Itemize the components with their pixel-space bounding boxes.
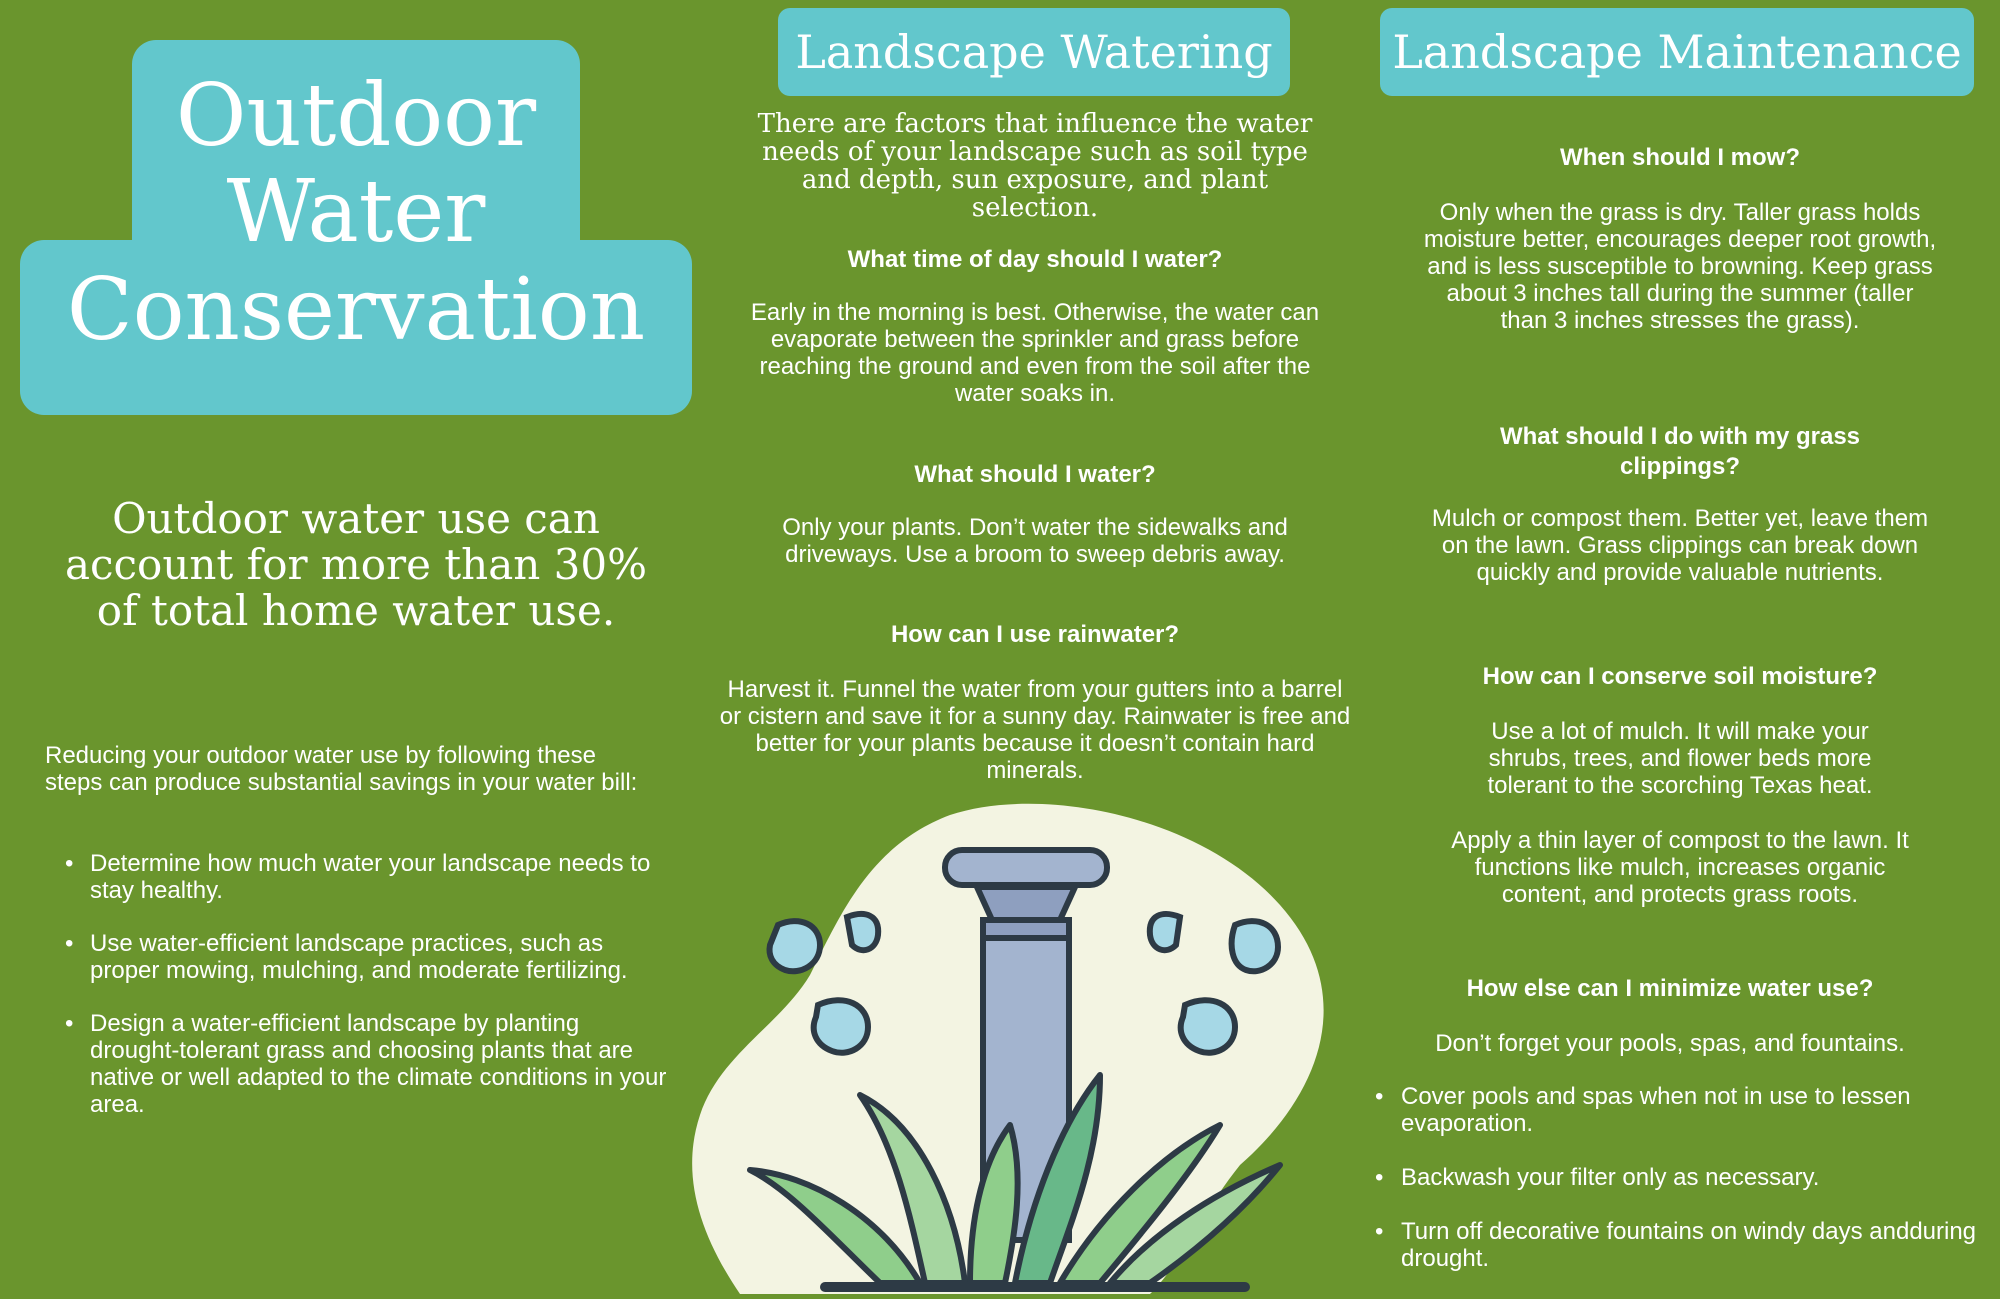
watering-question-3: How can I use rainwater?: [890, 621, 1180, 648]
maintenance-header: [1380, 8, 1974, 96]
list-item: • Design a water-efficient landscape by planting drought-tolerant grass and choosing plants that are native or well adapted to the climate conditions in your area.: [45, 1010, 670, 1118]
maintenance-answer-3b: Apply a thin layer of compost to the lawn. It functions like mulch, increases organic content, and protects grass roots.: [1451, 827, 1909, 908]
pool-tips-list: [1371, 1083, 1986, 1299]
stat-line-1: Outdoor water use can: [112, 494, 600, 543]
watering-heading: Landscape Watering: [795, 25, 1273, 79]
sprinkler-illustration: [680, 795, 1360, 1294]
maintenance-question-2: What should I do with my grass clippings?: [1499, 423, 1861, 480]
list-item: • Cover pools and spas when not in use to lessen evaporation.: [1371, 1083, 1986, 1137]
page-title-line-1: Outdoor: [175, 66, 537, 166]
title-block: [20, 40, 692, 415]
stat-line-2: account for more than 30%: [64, 540, 648, 589]
watering-answer-2: Only your plants. Don’t water the sidewalks and driveways. Use a broom to sweep debris away.: [782, 514, 1288, 568]
stat-line-3: of total home water use.: [96, 586, 616, 635]
watering-header: [778, 8, 1290, 96]
watering-answer-1: Early in the morning is best. Otherwise, the water can evaporate between the sprinkler and grass before reaching the ground and even from the soil after the water soaks in.: [750, 299, 1320, 407]
maintenance-answer-4: Don’t forget your pools, spas, and fountains.: [1435, 1030, 1905, 1057]
list-item: • Determine how much water your landscape needs to stay healthy.: [45, 850, 670, 904]
watering-answer-3: Harvest it. Funnel the water from your gutters into a barrel or cistern and save it for a sunny day. Rainwater is free and better for your plants because it doesn’t contain hard minerals.: [719, 676, 1351, 784]
page-title-line-3: Conservation: [66, 260, 646, 360]
watering-intro: There are factors that influence the water needs of your landscape such as soil type and depth, sun exposure, and plant selection.: [757, 109, 1313, 223]
stat-callout: [20, 496, 692, 634]
maintenance-answer-1: Only when the grass is dry. Taller grass holds moisture better, encourages deeper root growth, and is less susceptible to browning. Keep grass about 3 inches tall during the summer (taller than 3 inches stresses the grass).: [1423, 199, 1937, 334]
maintenance-answer-2: Mulch or compost them. Better yet, leave them on the lawn. Grass clippings can break down quickly and provide valuable nutrients.: [1431, 505, 1929, 586]
watering-question-1: What time of day should I water?: [847, 246, 1223, 273]
maintenance-heading: Landscape Maintenance: [1392, 25, 1962, 79]
list-item: • Backwash your filter only as necessary.: [1371, 1164, 1986, 1191]
page-title-line-2: Water: [226, 162, 486, 262]
savings-list: [45, 850, 670, 1144]
maintenance-question-1: When should I mow?: [1560, 144, 1800, 171]
watering-question-2: What should I water?: [914, 461, 1156, 488]
list-item: • Use water-efficient landscape practices, such as proper mowing, mulching, and moderate fertilizing.: [45, 930, 670, 984]
maintenance-answer-3a: Use a lot of mulch. It will make your shrubs, trees, and flower beds more tolerant to the scorching Texas heat.: [1487, 718, 1873, 799]
maintenance-question-3: How can I conserve soil moisture?: [1482, 663, 1878, 690]
savings-intro: Reducing your outdoor water use by following these steps can produce substantial savings in your water bill:: [45, 742, 638, 796]
maintenance-question-4: How else can I minimize water use?: [1466, 975, 1874, 1002]
list-item: • Turn off decorative fountains on windy days andduring drought.: [1371, 1218, 1986, 1272]
